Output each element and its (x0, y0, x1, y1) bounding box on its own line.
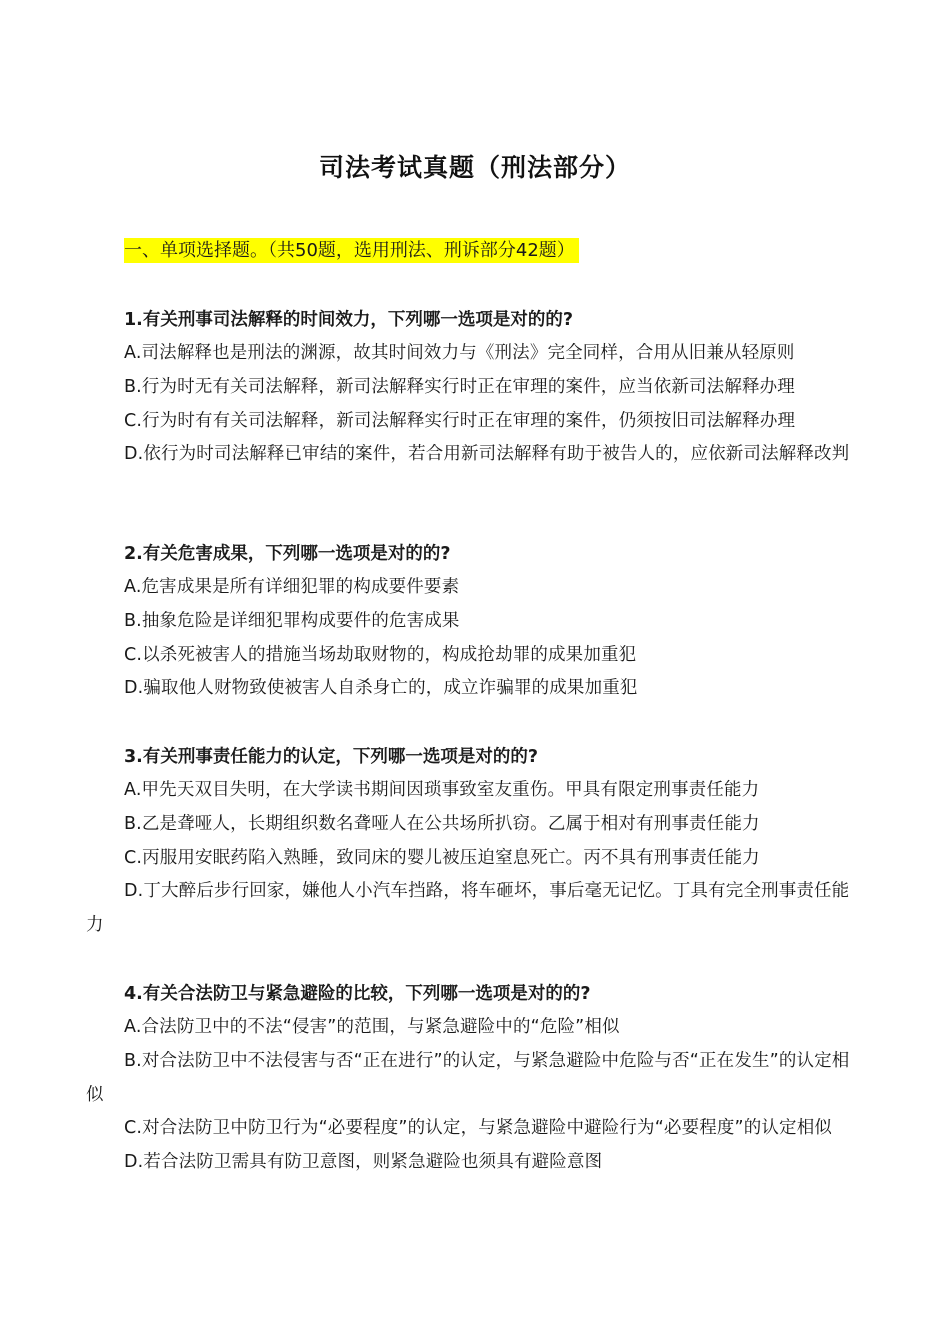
question-stem: 2.有关危害成果，下列哪一选项是对的的? (124, 544, 451, 564)
option-c: C.对合法防卫中防卫行为“必要程度”的认定，与紧急避险中避险行为“必要程度”的认定相似 (124, 1118, 832, 1139)
option-d: D.骗取他人财物致使被害人自杀身亡的，成立诈骗罪的成果加重犯 (124, 678, 638, 699)
option-d: D.丁大醉后步行回家，嫌他人小汽车挡路，将车砸坏，事后毫无记忆。丁具有完全刑事责任能力 (86, 881, 850, 936)
option-d: D.依行为时司法解释已审结的案件，若合用新司法解释有助于被告人的，应依新司法解释改判 (124, 444, 850, 465)
option-d: D.若合法防卫需具有防卫意图，则紧急避险也须具有避险意图 (124, 1152, 603, 1173)
question-3 (86, 740, 866, 943)
option-c: C.丙服用安眠药陷入熟睡，致同床的婴儿被压迫窒息死亡。丙不具有刑事责任能力 (124, 847, 760, 868)
question-stem: 1.有关刑事司法解释的时间效力，下列哪一选项是对的的? (124, 310, 573, 330)
option-a: A.甲先天双目失明，在大学读书期间因琐事致室友重伤。甲具有限定刑事责任能力 (124, 780, 760, 800)
section-heading-highlight: 一、单项选择题。（共50题，选用刑法、刑诉部分42题） (124, 238, 579, 263)
question-stem: 3.有关刑事责任能力的认定，下列哪一选项是对的的? (124, 747, 538, 767)
option-b: B.乙是聋哑人，长期组织数名聋哑人在公共场所扒窃。乙属于相对有刑事责任能力 (124, 813, 760, 834)
option-b: B.行为时无有关司法解释，新司法解释实行时正在审理的案件，应当依新司法解释办理 (124, 376, 795, 397)
option-b: B.抽象危险是详细犯罪构成要件的危害成果 (124, 610, 460, 631)
question-4 (86, 977, 866, 1180)
option-a: A.合法防卫中的不法“侵害”的范围，与紧急避险中的“危险”相似 (124, 1017, 620, 1037)
option-a: A.司法解释也是刑法的渊源，故其时间效力与《刑法》完全同样，合用从旧兼从轻原则 (124, 343, 795, 363)
option-c: C.行为时有有关司法解释，新司法解释实行时正在审理的案件，仍须按旧司法解释办理 (124, 410, 796, 431)
option-b: B.对合法防卫中不法侵害与否“正在进行”的认定，与紧急避险中危险与否“正在发生”的认定相似 (86, 1050, 850, 1105)
option-c: C.以杀死被害人的措施当场劫取财物的，构成抢劫罪的成果加重犯 (124, 644, 637, 665)
section-heading (124, 236, 579, 266)
question-1 (86, 303, 866, 472)
option-a: A.危害成果是所有详细犯罪的构成要件要素 (124, 577, 460, 597)
question-2 (86, 537, 866, 706)
question-stem: 4.有关合法防卫与紧急避险的比较，下列哪一选项是对的的? (124, 984, 591, 1004)
page-title: 司法考试真题（刑法部分） (318, 153, 631, 182)
